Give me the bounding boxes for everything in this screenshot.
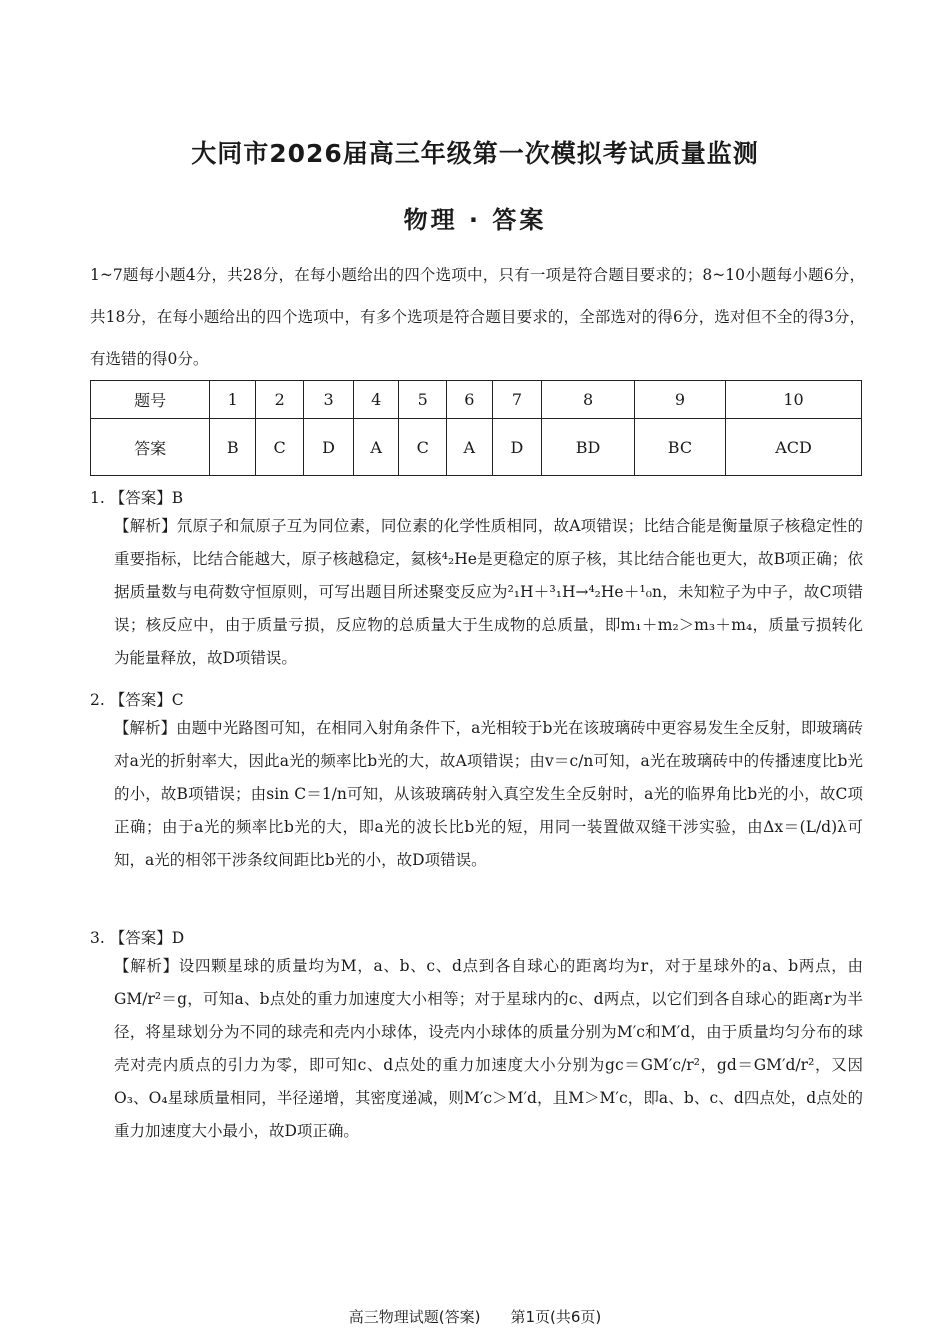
question-1: [90, 486, 863, 675]
question-number-cell: 3: [304, 381, 354, 419]
question-2: [90, 688, 863, 877]
answer-cell: D: [492, 419, 542, 476]
answer-cell: A: [353, 419, 398, 476]
answer-cell: BD: [542, 419, 634, 476]
answer-cell: C: [256, 419, 304, 476]
question-1-analysis: 【解析】氘原子和氚原子互为同位素，同位素的化学性质相同，故A项错误；比结合能是衡量原子核稳定性的重要指标，比结合能越大，原子核越稳定，氦核⁴₂He是更稳定的原子核，其比结合能也更大，故B项正确；依据质量数与电荷数守恒原则，可写出题目所述聚变反应为²₁H＋³₁H→⁴₂He＋¹₀n，未知粒子为中子，故C项错误；核反应中，由于质量亏损，反应物的总质量大于生成物的总质量，即m₁＋m₂＞m₃＋m₄，质量亏损转化为能量释放，故D项错误。: [114, 517, 863, 667]
question-number-cell: 4: [353, 381, 398, 419]
table-row-label: 题号: [91, 381, 210, 419]
question-number-cell: 5: [399, 381, 447, 419]
question-number-cell: 7: [492, 381, 542, 419]
page-subtitle: 物理 · 答案: [403, 206, 547, 234]
answer-cell: A: [447, 419, 492, 476]
question-3: [90, 926, 863, 1148]
answer-cell: C: [399, 419, 447, 476]
page-title: 大同市2026届高三年级第一次模拟考试质量监测: [191, 139, 759, 168]
question-number-cell: 2: [256, 381, 304, 419]
scoring-instructions: 1~7题每小题4分，共28分，在每小题给出的四个选项中，只有一项是符合题目要求的；8~10小题每小题6分，共18分，在每小题给出的四个选项中，有多个选项是符合题目要求的，全部选对的得6分，选对但不全的得3分，有选错的得0分。: [90, 266, 865, 368]
answer-cell: D: [304, 419, 354, 476]
question-number-cell: 6: [447, 381, 492, 419]
page-footer: 高三物理试题(答案) 第1页(共6页): [348, 1308, 602, 1326]
table-row-label: 答案: [91, 419, 210, 476]
question-number-cell: 1: [210, 381, 256, 419]
question-1-answer: 1. 【答案】B: [90, 489, 184, 507]
answer-cell: B: [210, 419, 256, 476]
question-3-analysis: 【解析】设四颗星球的质量均为M，a、b、c、d点到各自球心的距离均为r，对于星球外的a、b两点，由GM/r²＝g，可知a、b点处的重力加速度大小相等；对于星球内的c、d两点，以它们到各自球心的距离r为半径，将星球划分为不同的球壳和壳内小球体，设壳内小球体的质量分别为M′c和M′d，由于质量均匀分布的球壳对壳内质点的引力为零，即可知c、d点处的重力加速度大小分别为gc＝GM′c/r²，gd＝GM′d/r²，又因O₃、O₄星球质量相同，半径递增，其密度递减，则M′c＞M′d，且M＞M′c，即a、b、c、d四点处，d点处的重力加速度大小最小，故D项正确。: [114, 957, 863, 1140]
question-number-cell: 8: [542, 381, 634, 419]
answer-cell: BC: [634, 419, 725, 476]
question-2-answer: 2. 【答案】C: [90, 691, 184, 709]
answer-cell: ACD: [726, 419, 862, 476]
question-2-analysis: 【解析】由题中光路图可知，在相同入射角条件下，a光相较于b光在该玻璃砖中更容易发生全反射，即玻璃砖对a光的折射率大，因此a光的频率比b光的大，故A项错误；由v＝c/n可知，a光在玻璃砖中的传播速度比b光的小，故B项错误；由sin C＝1/n可知，从该玻璃砖射入真空发生全反射时，a光的临界角比b光的小，故C项正确；由于a光的频率比b光的大，即a光的波长比b光的短，用同一装置做双缝干涉实验，由Δx＝(L/d)λ可知，a光的相邻干涉条纹间距比b光的小，故D项错误。: [114, 719, 863, 869]
answer-table-number-row: [91, 381, 862, 419]
question-number-cell: 10: [726, 381, 862, 419]
question-3-answer: 3. 【答案】D: [90, 929, 185, 947]
answer-table-answer-row: [91, 419, 862, 476]
answer-table: [90, 380, 862, 476]
question-number-cell: 9: [634, 381, 725, 419]
